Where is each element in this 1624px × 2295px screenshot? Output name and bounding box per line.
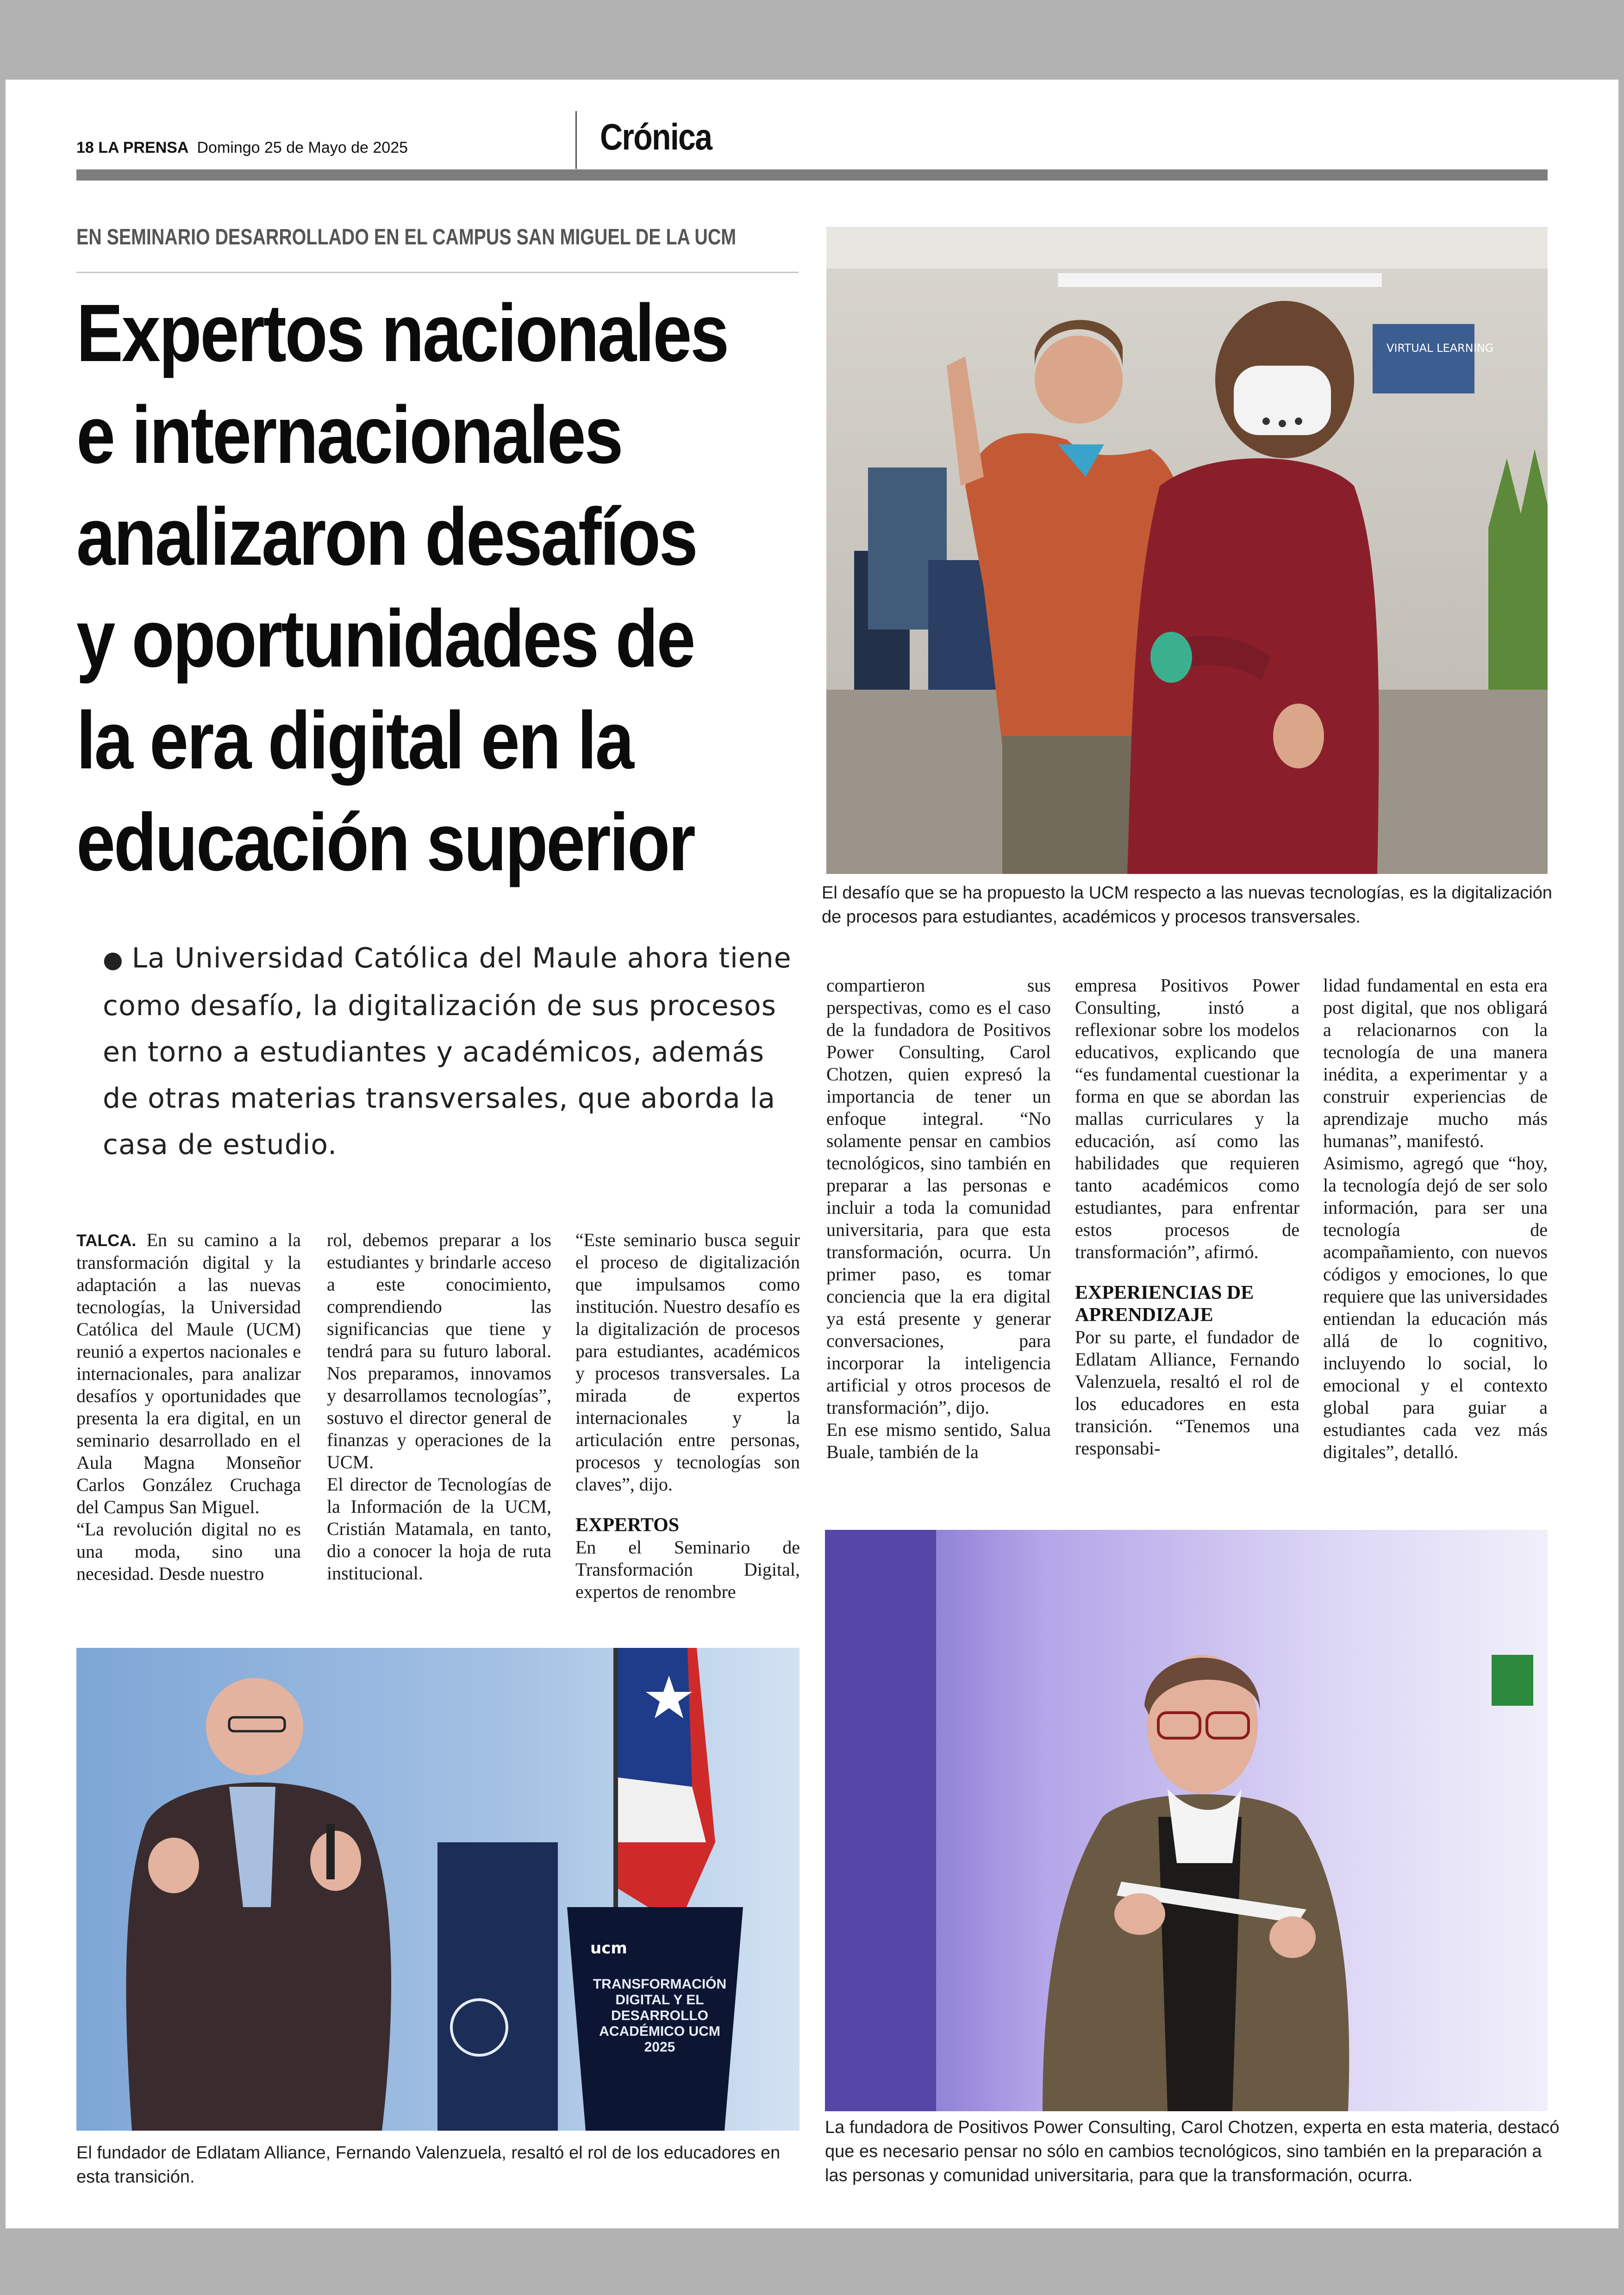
photo-caption-top: El desafío que se ha propuesto la UCM respecto a las nuevas tecnologías, es la digitalización de procesos para estudiantes, académicos y procesos transversales. — [822, 883, 1552, 927]
photo-speaker-chotzen — [825, 1530, 1548, 2111]
header-divider — [575, 111, 577, 169]
article-column-3: “Este seminario busca seguir el proceso de digitalización que impulsamos como institución. Nuestro desafío es la digitalización de procesos para estudiantes, académicos y procesos transversales. La mirada de expertos internacionales y la articulación entre personas, procesos y tecnologías son claves”, dijo. EXPERTOS En el Seminario de Transformación Digital, expertos de renombre — [575, 1229, 800, 1602]
headline-line: y oportunidades de — [76, 593, 694, 684]
article-kicker: EN SEMINARIO DESARROLLADO EN EL CAMPUS SAN MIGUEL DE LA UCM — [76, 225, 737, 249]
page-date: Domingo 25 de Mayo de 2025 — [197, 139, 408, 156]
bullet-icon: ● — [103, 946, 124, 973]
headline-line: educación superior — [76, 797, 694, 888]
article-lead — [103, 935, 797, 1168]
subhead-expertos: EXPERTOS — [575, 1515, 680, 1536]
article-column-4: compartieron sus perspectivas, como es el caso de la fundadora de Positivos Power Consulting, Carol Chotzen, quien expresó la importancia de tener un enfoque integral. “No solamente pensar en cambios tecnológicos, sino también en preparar a las personas e incluir a toda la comunidad universitaria, para que esta transformación, ocurra. Un primer paso, es tomar conciencia que la era digital ya está presente y generar conversaciones, para incorporar la inteligencia artificial y otros procesos de transformación”, dijo. En ese mismo sentido, Salua Buale, también de la — [826, 975, 1051, 1462]
article-column-6: lidad fundamental en esta era post digital, que nos obligará a relacionarnos con la tecnología de una manera inédita, a experimentar y a construir experiencias de aprendizaje mucho más humanas”, manifestó. Asimismo, agregó que “hoy, la tecnología dejó de ser solo información, para ser una tecnología de acompañamiento, con nuevos códigos y emociones, lo que requiere que las universidades entiendan la educación más allá de lo cognitivo, incluyendo lo social, lo emocional y el contexto global para guiar a estudiantes cada vez más digitales”, detalló. — [1323, 975, 1548, 1462]
subhead-experiencias: EXPERIENCIAS DE APRENDIZAJE — [1075, 1282, 1254, 1326]
headline-line: e internacionales — [76, 390, 622, 480]
dateline: TALCA. — [76, 1231, 137, 1250]
podium-text: TRANSFORMACIÓN DIGITAL Y EL DESARROLLO ACADÉMICO UCM 2025 — [593, 1977, 727, 2055]
lead-text: La Universidad Católica del Maule ahora tiene como desafío, la digitalización de sus procesos en torno a estudiantes y académicos, además de otras materias transversales, que aborda la casa de estudio. — [103, 942, 792, 1161]
photo-speaker-valenzuela — [76, 1648, 800, 2131]
article-column-5: empresa Positivos Power Consulting, instó a reflexionar sobre los modelos educativos, explicando que “es fundamental cuestionar la forma en que se abordan las mallas curriculares y la educación, así como las habilidades que requieren tanto académicos como estudiantes, para enfrentar estos procesos de transformación”, afirmó. EXPERIENCIAS DE APRENDIZAJE Por su parte, el fundador de Edlatam Alliance, Fernando Valenzuela, resaltó el rol de los educadores en esta transición. “Tenemos una responsabi- — [1075, 975, 1299, 1459]
podium-logo: ucm — [590, 1939, 627, 1958]
article-column-1: TALCA. En su camino a la transformación digital y la adaptación a las nuevas tecnologías, la Universidad Católica del Maule (UCM) reunió a expertos nacionales e internacionales, para analizar desafíos y oportunidades que presenta la era digital, en un seminario desarrollado en el Aula Magna Monseñor Carlos González Cruchaga del Campus San Miguel. “La revolución digital no es una moda, sino una necesidad. Desde nuestro — [76, 1229, 301, 1584]
header-rule — [76, 169, 1548, 181]
photo-caption-bottom-right: La fundadora de Positivos Power Consulting, Carol Chotzen, experta en esta materia, destacó que es necesario pensar no sólo en cambios tecnológicos, sino también en la preparación a las personas y comunidad universitaria, para que la transformación, ocurra. — [825, 2118, 1560, 2185]
page-number: 18 LA PRENSA — [76, 139, 189, 156]
headline-line: la era digital en la — [76, 695, 633, 786]
banner-text: VIRTUAL LEARNING — [1387, 342, 1494, 355]
photo-vr-demo — [826, 227, 1548, 874]
article-headline — [76, 282, 728, 893]
photo-caption-bottom-left: El fundador de Edlatam Alliance, Fernando Valenzuela, resaltó el rol de los educadores en esta transición. — [76, 2143, 781, 2187]
kicker-rule — [76, 272, 799, 273]
article-column-2: rol, debemos preparar a los estudiantes y brindarle acceso a este conocimiento, comprendiendo las significancias que tiene y tendrá para su futuro laboral. Nos preparamos, innovamos y desarrollamos tecnologías”, sostuvo el director general de finanzas y operaciones de la UCM. El director de Tecnologías de la Información de la UCM, Cristián Matamala, en tanto, dio a conocer la hoja de ruta institucional. — [327, 1229, 551, 1584]
page-header-info — [76, 139, 408, 162]
section-title: Crónica — [600, 116, 712, 157]
headline-line: Expertos nacionales — [76, 288, 728, 379]
headline-line: analizaron desafíos — [76, 492, 697, 582]
